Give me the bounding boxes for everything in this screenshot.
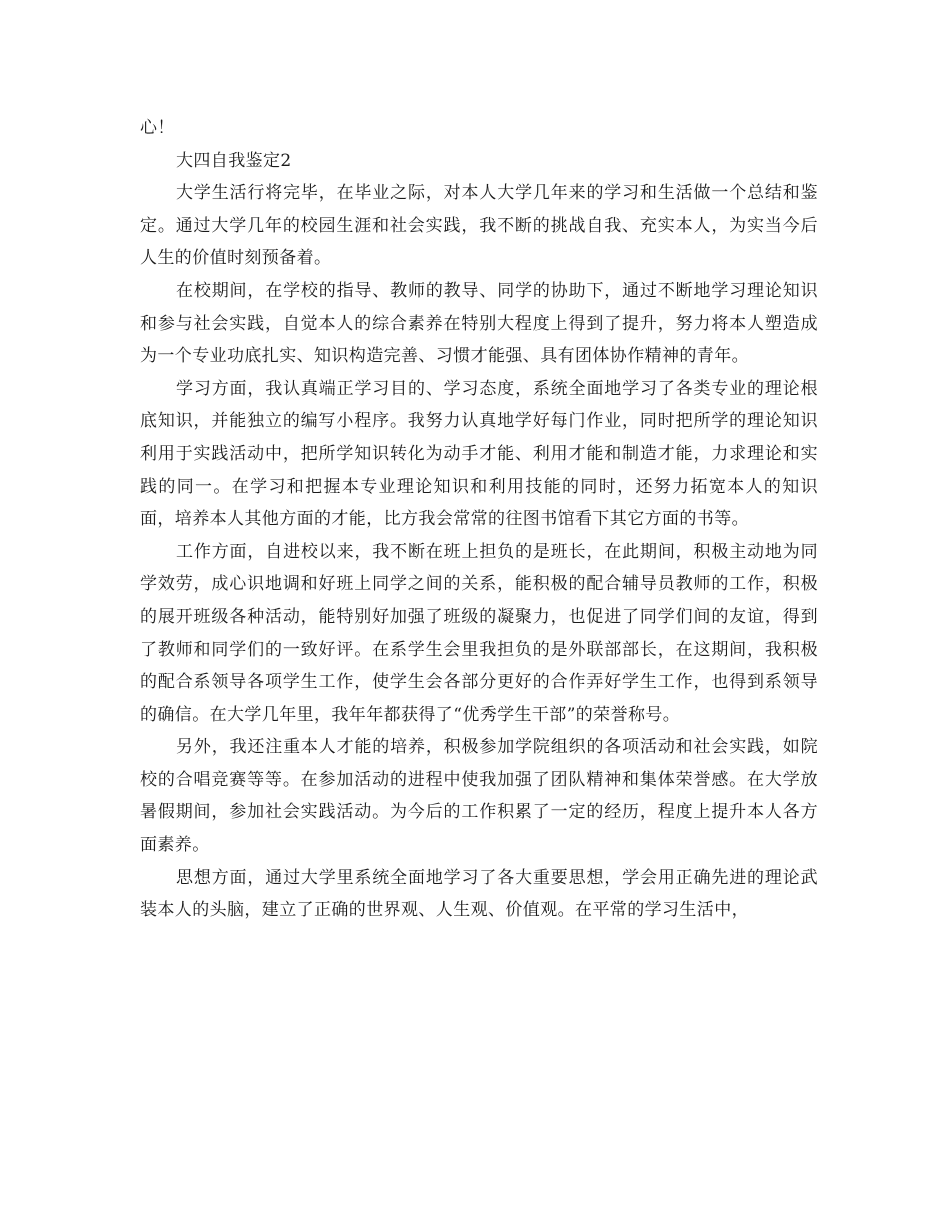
- paragraph-campus: 在校期间，在学校的指导、教师的教导、同学的协助下，通过不断地学习理论知识和参与社会实践，自觉本人的综合素养在特别大程度上得到了提升，努力将本人塑造成为一个专业功底扎实、知识构造完善、习惯才能强、具有团体协作精神的青年。: [140, 280, 818, 367]
- paragraph-study: 学习方面，我认真端正学习目的、学习态度，系统全面地学习了各类专业的理论根底知识，并能独立的编写小程序。我努力认真地学好每门作业，同时把所学的理论知识利用于实践活动中，把所学知识转化为动手才能、利用才能和制造才能，力求理论和实践的同一。在学习和把握本专业理论知识和利用技能的同时，还努力拓宽本人的知识面，培养本人其他方面的才能，比方我会常常的往图书馆看下其它方面的书等。: [140, 378, 818, 530]
- paragraph-thought: 思想方面，通过大学里系统全面地学习了各大重要思想，学会用正确先进的理论武装本人的头脑，建立了正确的世界观、人生观、价值观。在平常的学习生活中，: [140, 867, 818, 921]
- paragraph-activities: 另外，我还注重本人才能的培养，积极参加学院组织的各项活动和社会实践，如院校的合唱竞赛等等。在参加活动的进程中使我加强了团队精神和集体荣誉感。在大学放暑假期间，参加社会实践活动。为今后的工作积累了一定的经历，程度上提升本人各方面素养。: [140, 737, 818, 856]
- document-body: [140, 112, 818, 927]
- continuation-line: 心！: [140, 118, 175, 138]
- paragraph-intro: 大学生活行将完毕，在毕业之际，对本人大学几年来的学习和生活做一个总结和鉴定。通过大学几年的校园生涯和社会实践，我不断的挑战自我、充实本人，为实当今后人生的价值时刻预备着。: [140, 183, 818, 269]
- paragraph-work: 工作方面，自进校以来，我不断在班上担负的是班长，在此期间，积极主动地为同学效劳，成心识地调和好班上同学之间的关系，能积极的配合辅导员教师的工作，积极的展开班级各种活动，能特别好加强了班级的凝聚力，也促进了同学们间的友谊，得到了教师和同学们的一致好评。在系学生会里我担负的是外联部部长，在这期间，我积极的配合系领导各项学生工作，使学生会各部分更好的合作弄好学生工作，也得到系领导的确信。在大学几年里，我年年都获得了“优秀学生干部”的荣誉称号。: [140, 541, 818, 725]
- section-heading: 大四自我鉴定2: [176, 150, 292, 171]
